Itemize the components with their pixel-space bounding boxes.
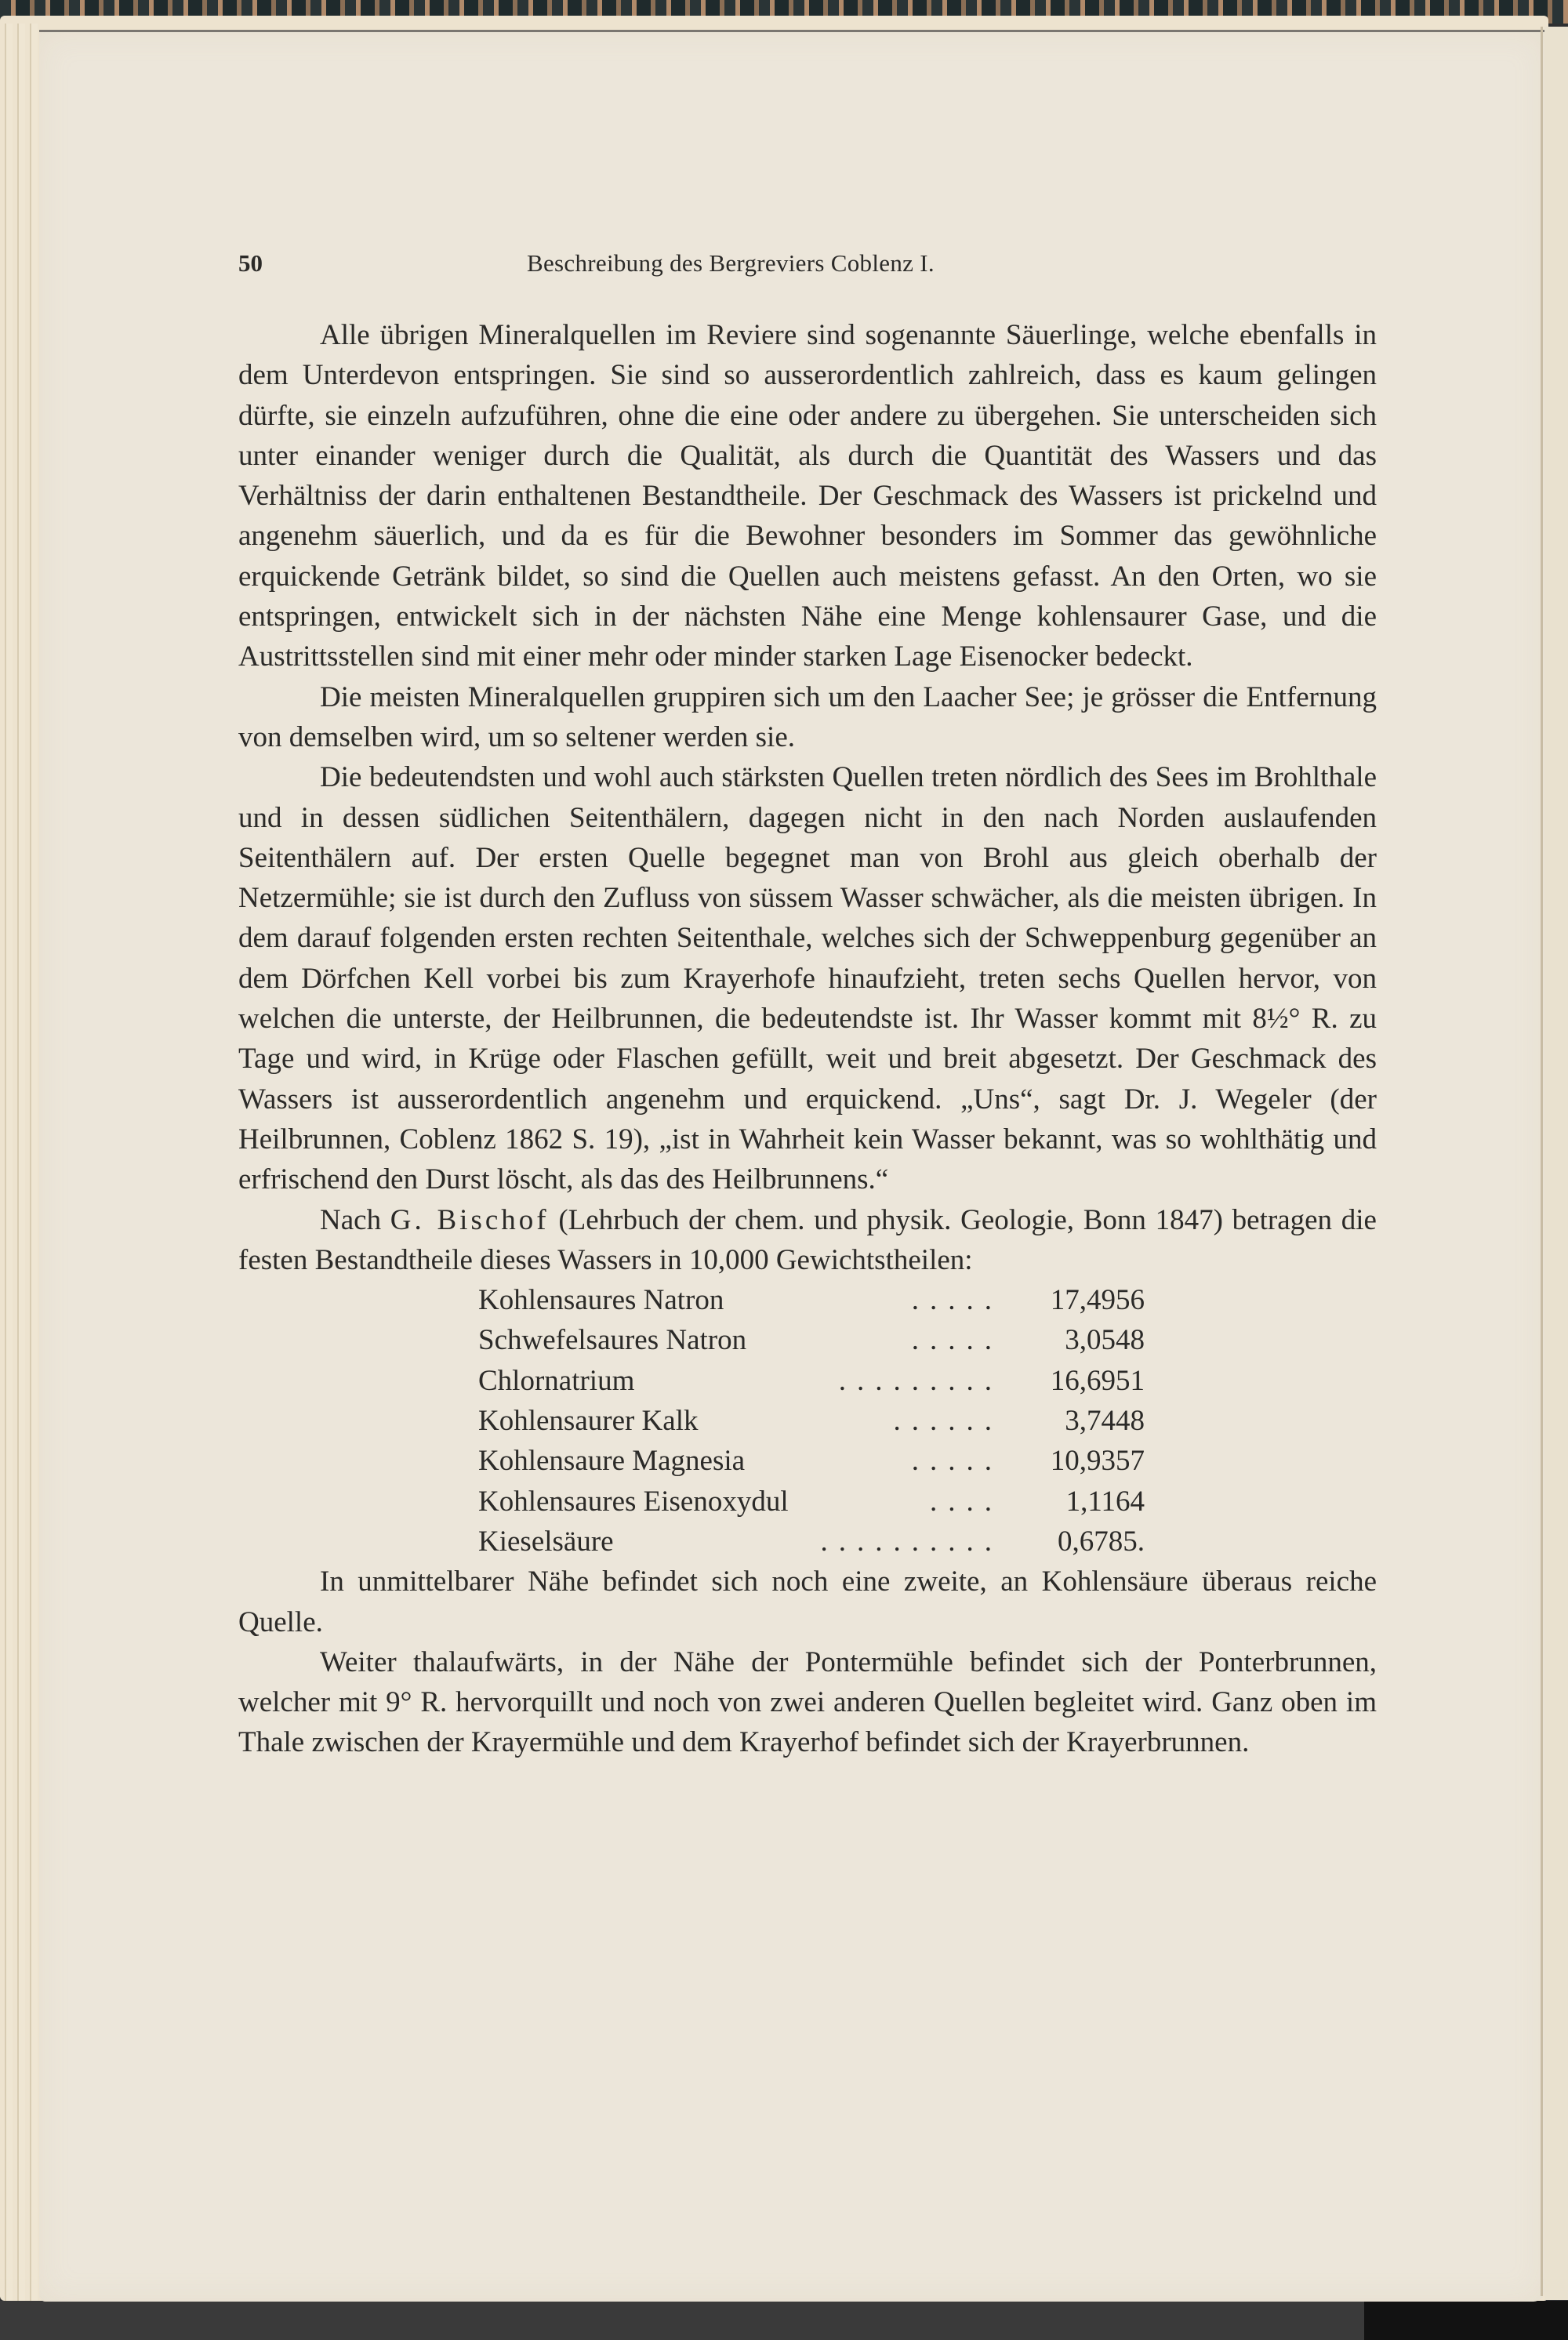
running-head [238, 235, 1377, 282]
binding-gutter [1541, 27, 1543, 2296]
analysis-table [478, 1280, 1145, 1562]
page-number: 50 [238, 249, 263, 277]
table-row [478, 1482, 1145, 1522]
leader-dots: .......... [820, 1525, 1003, 1558]
substance-name: Kohlensaurer Kalk [478, 1405, 699, 1438]
table-row [478, 1280, 1145, 1320]
substance-name: Schwefelsaures Natron [478, 1324, 747, 1357]
paragraph: In unmittelbarer Nähe befindet sich noch eine zweite, an Kohlensäure überaus reiche Quelle. [238, 1565, 1377, 1638]
bischof-prefix: Nach [320, 1203, 390, 1236]
page-edge [30, 24, 38, 2301]
substance-value: 0,6785. [1058, 1525, 1145, 1558]
page-edge [5, 24, 13, 2301]
author-name: G. Bischof [390, 1203, 550, 1236]
leader-dots: ..... [911, 1284, 1003, 1317]
page-edge [17, 24, 25, 2301]
bischof-rest: (Lehrbuch der chem. und physik. Geologie, Bonn 1847) betragen die festen Bestandtheile dieses Wassers in 10,000 Gewichtstheilen: [238, 1203, 1377, 1276]
running-title: Beschreibung des Bergreviers Coblenz I. [527, 249, 935, 277]
table-row [478, 1361, 1145, 1401]
table-row [478, 1401, 1145, 1441]
paragraph: Alle übrigen Mineralquellen im Reviere sind sogenannte Säuerlinge, welche ebenfalls in dem Unterdevon entspringen. Sie sind so ausserordentlich zahlreich, dass es kaum gelingen dürfte, sie einzeln aufzuführen, ohne die eine oder andere zu übergehen. Sie unterscheiden sich unter einander weniger durch die Qualität, als durch die Quantität des Wassers und das Verhältniss der darin enthaltenen Bestandtheile. Der Geschmack des Wassers ist prickelnd und angenehm säuerlich, und da es für die Bewohner besonders im Sommer das gewöhnliche erquickende Getränk bildet, so sind die Quellen auch meistens gefasst. An den Orten, wo sie entspringen, entwickelt sich in der nächsten Nähe eine Menge kohlensaurer Gase, und die Austrittsstellen sind mit einer mehr oder minder starken Lage Eisenocker bedeckt. [238, 319, 1377, 673]
body-text [238, 315, 1377, 1763]
leader-dots: ......... [838, 1364, 1003, 1397]
leader-dots: ...... [893, 1405, 1003, 1438]
substance-value: 3,0548 [1065, 1324, 1145, 1357]
paragraph: Die bedeutendsten und wohl auch stärksten Quellen treten nördlich des Sees im Brohlthale und in dessen südlichen Seitenthälern, dagegen nicht in den nach Norden auslaufenden Seitenthälern auf. Der ersten Quelle begegnet man von Brohl aus gleich oberhalb der Netzermühle; sie ist durch den Zufluss von süssem Wasser schwächer, als die meisten übrigen. In dem darauf folgenden ersten rechten Seitenthale, welches sich der Schweppenburg gegenüber an dem Dörfchen Kell vorbei bis zum Krayerhofe hinaufzieht, treten sechs Quellen hervor, von welchen die unterste, der Heilbrunnen, die bedeutendste ist. Ihr Wasser kommt mit 8½° R. zu Tage und wird, in Krüge oder Flaschen gefüllt, weit und breit abgesetzt. Der Geschmack des Wassers ist ausserordentlich angenehm und erquickend. „Uns“, sagt Dr. J. Wegeler (der Heilbrunnen, Coblenz 1862 S. 19), „ist in Wahrheit kein Wasser bekannt, was so wohlthätig und erfrischend den Durst löscht, als das des Heilbrunnens.“ [238, 761, 1377, 1196]
substance-value: 3,7448 [1065, 1405, 1145, 1438]
leader-dots: .... [930, 1485, 1003, 1518]
substance-value: 17,4956 [1050, 1284, 1145, 1317]
table-row [478, 1441, 1145, 1481]
book-cover-bottom-edge [0, 2301, 1568, 2340]
bischof-paragraph [238, 1200, 1377, 1281]
substance-name: Kohlensaures Natron [478, 1284, 724, 1317]
paragraph: Die meisten Mineralquellen gruppiren sich um den Laacher See; je grösser die Entfernung von demselben wird, um so seltener werden sie. [238, 680, 1377, 753]
facing-page-edge [1544, 27, 1568, 2300]
leader-dots: ..... [911, 1324, 1003, 1357]
substance-name: Kieselsäure [478, 1525, 614, 1558]
substance-value: 10,9357 [1050, 1445, 1145, 1478]
substance-value: 16,6951 [1050, 1364, 1145, 1397]
paragraph: Weiter thalaufwärts, in der Nähe der Pontermühle befindet sich der Ponterbrunnen, welcher mit 9° R. hervorquillt und noch von zwei anderen Quellen begleitet wird. Ganz oben im Thale zwischen der Krayermühle und dem Krayerhof befindet sich der Krayerbrunnen. [238, 1645, 1377, 1759]
page-text-block [238, 235, 1377, 1763]
substance-name: Kohlensaures Eisenoxydul [478, 1485, 789, 1518]
table-row [478, 1522, 1145, 1562]
substance-name: Chlornatrium [478, 1364, 635, 1397]
table-row [478, 1320, 1145, 1360]
scan-background [1364, 2301, 1568, 2340]
leader-dots: ..... [911, 1445, 1003, 1478]
substance-name: Kohlensaure Magnesia [478, 1445, 746, 1478]
substance-value: 1,1164 [1065, 1485, 1145, 1518]
